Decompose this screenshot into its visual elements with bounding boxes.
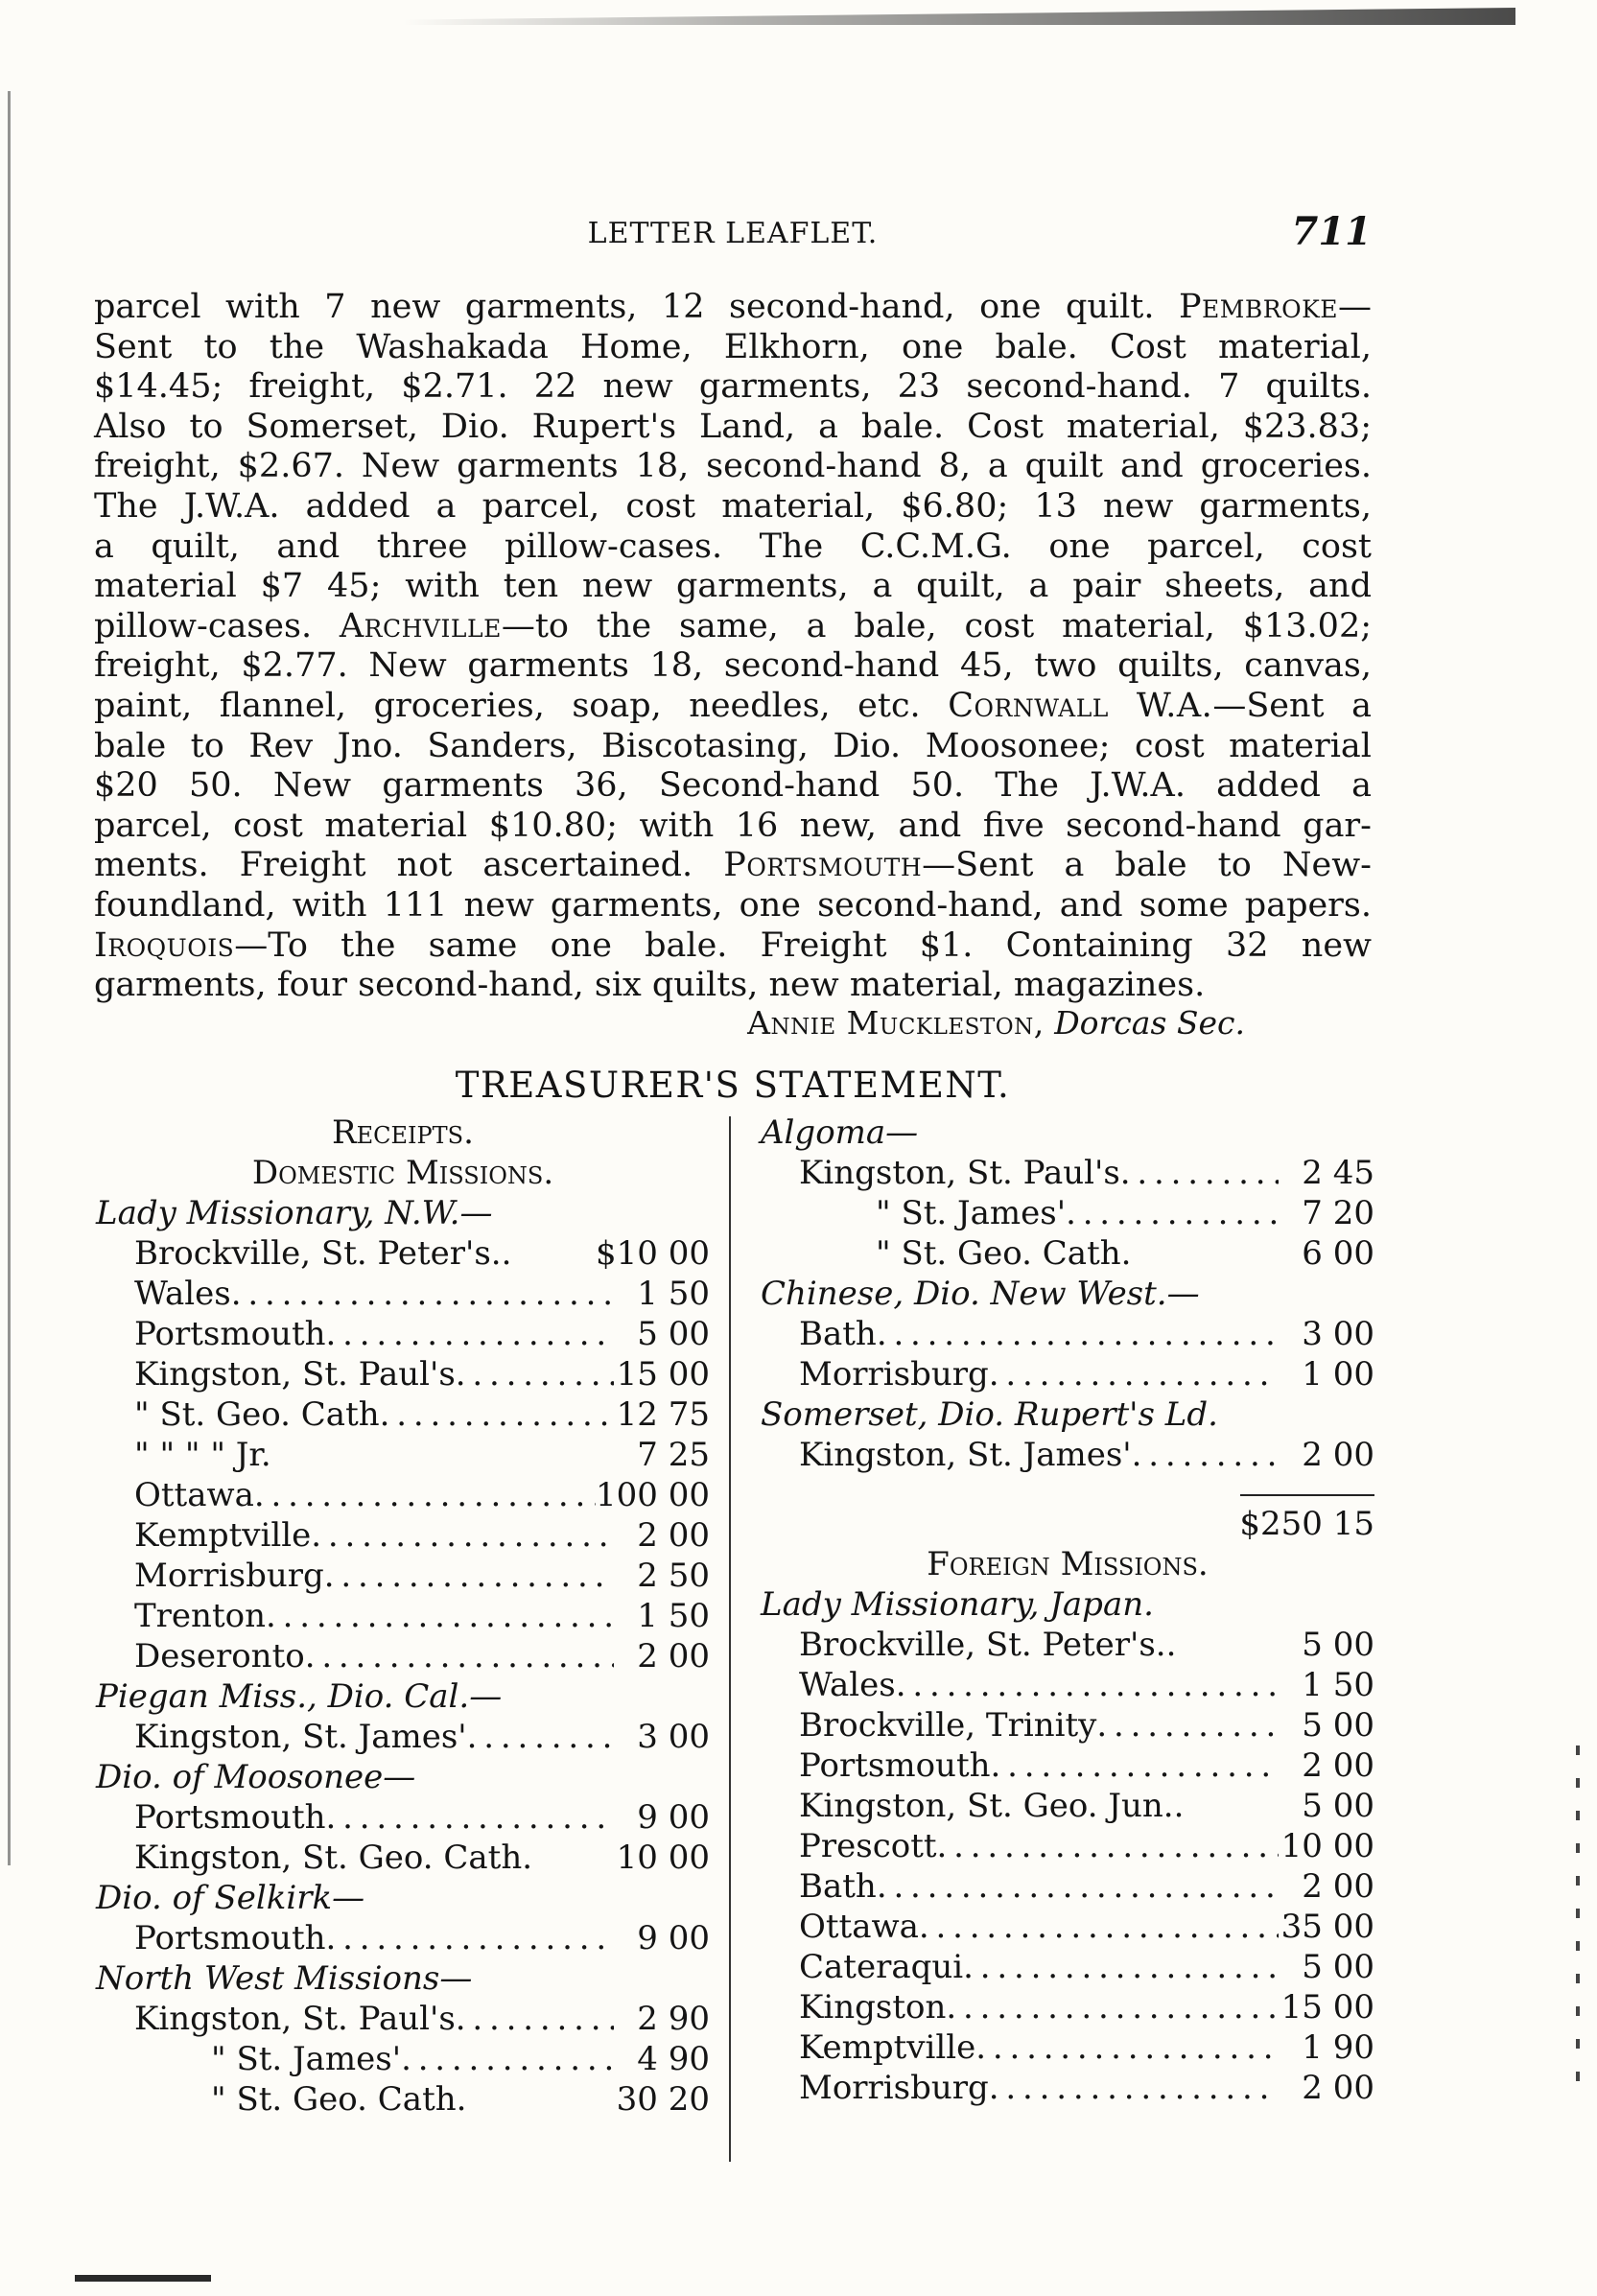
entry-name: Kingston, St. Paul's [799, 1154, 1120, 1192]
section-heading: Foreign Missions. [927, 1545, 1209, 1583]
leader-dots [266, 1596, 614, 1636]
text-line: ments. Freight not ascertained. Portsmouth—Sent a bale to New- [94, 846, 1373, 885]
receipt-entry [96, 1596, 710, 1636]
receipt-entry [96, 1838, 710, 1878]
entry-amount: 9 00 [637, 1919, 710, 1957]
receipt-entry [761, 1233, 1374, 1274]
section-heading: Domestic Missions. [251, 1154, 554, 1192]
entry-amount: 1 50 [637, 1597, 710, 1635]
receipt-entry [96, 2039, 710, 2079]
receipts-left-column [96, 1113, 710, 2120]
text-line: parcel, cost material $10.80; with 16 new, and five second-hand gar- [94, 806, 1372, 845]
entry-amount: 2 00 [1302, 1746, 1374, 1785]
entry-name: Trenton [134, 1597, 266, 1635]
entry-amount: 5 00 [1302, 1787, 1374, 1825]
receipt-entry [761, 1907, 1374, 1947]
entry-name: Kemptville [799, 2028, 976, 2067]
leader-dots [937, 1826, 1279, 1866]
scan-mark-bottom [75, 2275, 211, 2282]
entry-name: Morrisburg [799, 1355, 989, 1394]
entry-amount: 1 50 [1302, 1666, 1374, 1704]
entry-name: Ottawa [799, 1908, 919, 1946]
receipt-entry [96, 1918, 710, 1958]
leader-dots [896, 1665, 1279, 1705]
entry-amount: 1 00 [1302, 1355, 1374, 1394]
receipt-entry [761, 1665, 1374, 1705]
entry-name: Kingston, St. Geo. Cath. [134, 1839, 533, 1877]
receipt-entry [761, 2068, 1374, 2108]
receipt-entry [96, 1717, 710, 1757]
receipt-entry [761, 1826, 1374, 1866]
entry-amount: 5 00 [637, 1315, 710, 1353]
text-line: $20 50. New garments 36, Second-hand 50. The J.W.A. added a [94, 766, 1372, 806]
entry-name: " St. James' [876, 1194, 1067, 1232]
receipt-entry [761, 1866, 1374, 1907]
entry-amount: 5 00 [1302, 1948, 1374, 1986]
entry-amount: 7 20 [1302, 1194, 1374, 1232]
text-line: The J.W.A. added a parcel, cost material, $6.80; 13 new garments, [94, 486, 1372, 526]
entry-name: Kingston, St. James' [134, 1718, 467, 1756]
leader-dots [1096, 1705, 1279, 1745]
leader-dots [991, 1745, 1279, 1786]
receipt-entry [761, 1193, 1374, 1233]
entry-name: Portsmouth [134, 1315, 326, 1353]
fund-heading: Dio. of Moosonee— [96, 1758, 416, 1796]
signature-name: Annie Muckleston, [747, 1004, 1045, 1042]
text-line: foundland, with 111 new garments, one second-hand, and some papers. [94, 885, 1372, 925]
text-line: Sent to the Washakada Home, Elkhorn, one bale. Cost material, [94, 327, 1372, 366]
place-name: Cornwall W.A. [948, 686, 1213, 725]
receipt-entry [761, 1153, 1374, 1193]
entry-amount: 12 75 [616, 1395, 710, 1434]
place-name: Pembroke [1178, 288, 1338, 326]
fund-heading: Piegan Miss., Dio. Cal.— [96, 1677, 503, 1716]
text-line: pillow-cases. Archville—to the same, a bale, cost material, $13.02; [94, 606, 1372, 645]
entry-name: Ottawa [134, 1476, 254, 1514]
leader-dots [963, 1947, 1279, 1987]
section-heading: Receipts. [332, 1113, 474, 1152]
scan-edge-right [1576, 1745, 1580, 2091]
entry-amount: 2 00 [1302, 1436, 1374, 1474]
entry-amount: 35 00 [1280, 1908, 1374, 1946]
entry-amount: 3 00 [1302, 1315, 1374, 1353]
leader-dots [989, 1354, 1279, 1394]
entry-name: Brockville, St. Peter's.. [134, 1234, 512, 1273]
statement-title: TREASURER'S STATEMENT. [455, 1065, 1011, 1106]
entry-name: Wales [799, 1666, 896, 1704]
receipts-right-column [761, 1113, 1374, 2108]
leader-dots [380, 1394, 614, 1435]
scan-edge-left [8, 91, 11, 1865]
leader-dots [877, 1866, 1279, 1907]
scan-edge-top [403, 8, 1515, 25]
leader-dots [1066, 1193, 1279, 1233]
entry-amount: 15 00 [616, 1355, 710, 1394]
receipt-entry [96, 1354, 710, 1394]
place-name: Archville [339, 606, 502, 645]
entry-amount: $10 00 [596, 1234, 710, 1273]
entry-name: Portsmouth [134, 1919, 326, 1957]
text-line: a quilt, and three pillow-cases. The C.C.M.G. one parcel, cost [94, 527, 1372, 566]
text-line: freight, $2.77. New garments 18, second-hand 45, two quilts, canvas, [94, 646, 1372, 686]
entry-amount: 1 90 [1302, 2028, 1374, 2067]
leader-dots [324, 1556, 614, 1596]
fund-heading: Lady Missionary, Japan. [761, 1585, 1154, 1624]
leader-dots [326, 1797, 614, 1838]
entry-name: Bath [799, 1315, 877, 1353]
leader-dots [456, 1999, 614, 2039]
leader-dots [919, 1907, 1279, 1947]
entry-name: Prescott [799, 1827, 937, 1865]
column-divider [729, 1116, 731, 2162]
entry-name: Cateraqui [799, 1948, 964, 1986]
entry-amount: 30 20 [616, 2080, 710, 2119]
text-line: $14.45; freight, $2.71. 22 new garments, 23 second-hand. 7 quilts. [94, 367, 1372, 407]
text-line: parcel with 7 new garments, 12 second-hand, one quilt. Pembroke— [94, 288, 1372, 326]
receipt-entry [761, 1705, 1374, 1745]
text-line: Iroquois—To the same one bale. Freight $1. Containing 32 new [94, 925, 1372, 965]
subtotal: $250 15 [1239, 1505, 1374, 1543]
entry-name: Morrisburg [134, 1557, 324, 1595]
leader-dots [231, 1274, 614, 1314]
receipt-entry [96, 1999, 710, 2039]
entry-amount: 15 00 [1280, 1988, 1374, 2027]
entry-amount: 10 00 [616, 1839, 710, 1877]
leader-dots [1120, 1153, 1279, 1193]
receipt-entry [761, 2027, 1374, 2068]
fund-heading: North West Missions— [96, 1959, 473, 1998]
text-line: bale to Rev Jno. Sanders, Biscotasing, Dio. Moosonee; cost material [94, 726, 1372, 765]
entry-amount: 6 00 [1302, 1234, 1374, 1273]
leader-dots [326, 1314, 614, 1354]
text-line: paint, flannel, groceries, soap, needles, etc. Cornwall W.A.—Sent a [94, 686, 1372, 725]
receipt-entry [96, 1797, 710, 1838]
entry-name: Wales [134, 1275, 231, 1313]
entry-name: Kingston [799, 1988, 947, 2027]
fund-heading: Lady Missionary, N.W.— [96, 1194, 493, 1232]
text-line: garments, four second-hand, six quilts, new material, magazines. [94, 966, 1206, 1005]
entry-name: " St. Geo. Cath. [876, 1234, 1132, 1273]
receipt-entry [96, 2079, 710, 2120]
entry-name: Brockville, St. Peter's.. [799, 1626, 1177, 1664]
running-title: LETTER LEAFLET. [587, 217, 879, 250]
leader-dots [305, 1636, 614, 1676]
entry-name: Kingston, St. Paul's [134, 1355, 456, 1394]
entry-name: Morrisburg [799, 2069, 989, 2107]
entry-name: " St. Geo. Cath. [211, 2080, 467, 2119]
entry-amount: 3 00 [637, 1718, 710, 1756]
receipt-entry [96, 1556, 710, 1596]
entry-name: Kemptville [134, 1516, 312, 1555]
leader-dots [401, 2039, 614, 2079]
fund-heading: Algoma— [761, 1113, 919, 1152]
entry-amount: 9 00 [637, 1798, 710, 1837]
entry-amount: 2 00 [637, 1637, 710, 1675]
entry-amount: 1 50 [637, 1275, 710, 1313]
place-name: Iroquois [94, 925, 235, 965]
fund-heading: Chinese, Dio. New West.— [761, 1275, 1200, 1313]
receipt-entry [761, 1314, 1374, 1354]
entry-amount: 2 90 [637, 2000, 710, 2038]
entry-name: " " " " Jr. [134, 1436, 271, 1474]
receipt-entry [96, 1435, 710, 1475]
receipt-entry [96, 1314, 710, 1354]
entry-amount: 7 25 [637, 1436, 710, 1474]
receipt-entry [96, 1233, 710, 1274]
dorcas-report-paragraph [94, 288, 1372, 1006]
leader-dots [877, 1314, 1279, 1354]
receipt-entry [761, 1987, 1374, 2027]
entry-name: Kingston, St. Paul's [134, 2000, 456, 2038]
receipt-entry [761, 1435, 1374, 1475]
fund-heading: Somerset, Dio. Rupert's Ld. [761, 1395, 1218, 1434]
receipt-entry [761, 1745, 1374, 1786]
total-rule [761, 1475, 1374, 1504]
receipt-entry [96, 1274, 710, 1314]
entry-name: Brockville, Trinity [799, 1706, 1097, 1745]
leader-dots [467, 1717, 614, 1757]
receipt-entry [96, 1475, 710, 1515]
entry-amount: 2 00 [1302, 2069, 1374, 2107]
text-line: Also to Somerset, Dio. Rupert's Land, a bale. Cost material, $23.83; [94, 407, 1372, 446]
fund-heading: Dio. of Selkirk— [96, 1879, 365, 1917]
receipt-entry [761, 1625, 1374, 1665]
entry-name: Bath [799, 1867, 877, 1906]
entry-amount: 10 00 [1280, 1827, 1374, 1865]
entry-amount: 2 00 [1302, 1867, 1374, 1906]
page-number: 711 [1291, 209, 1372, 254]
entry-amount: 2 45 [1302, 1154, 1374, 1192]
leader-dots [1132, 1435, 1279, 1475]
leader-dots [254, 1475, 596, 1515]
leader-dots [946, 1987, 1279, 2027]
entry-name: Kingston, St. James' [799, 1436, 1132, 1474]
entry-amount: 5 00 [1302, 1626, 1374, 1664]
entry-amount: 100 00 [596, 1476, 710, 1514]
text-line: material $7 45; with ten new garments, a quilt, a pair sheets, and [94, 567, 1372, 606]
leader-dots [326, 1918, 614, 1958]
entry-amount: 2 50 [637, 1557, 710, 1595]
entry-amount: 2 00 [637, 1516, 710, 1555]
place-name: Portsmouth [723, 846, 923, 885]
page-header [94, 209, 1372, 267]
entry-amount: 5 00 [1302, 1706, 1374, 1745]
leader-dots [311, 1515, 614, 1556]
signature [94, 1004, 1245, 1043]
entry-name: " St. James' [211, 2040, 402, 2078]
entry-name: Portsmouth [134, 1798, 326, 1837]
text-line: freight, $2.67. New garments 18, second-hand 8, a quilt and groceries. [94, 447, 1372, 486]
entry-name: Kingston, St. Geo. Jun.. [799, 1787, 1185, 1825]
leader-dots [989, 2068, 1279, 2108]
receipt-entry [761, 1947, 1374, 1987]
leader-dots [975, 2027, 1279, 2068]
signature-role: Dorcas Sec. [1054, 1004, 1245, 1042]
receipt-entry [96, 1636, 710, 1676]
receipt-entry [761, 1786, 1374, 1826]
receipt-entry [96, 1394, 710, 1435]
entry-name: Deseronto [134, 1637, 305, 1675]
leader-dots [456, 1354, 614, 1394]
entry-name: " St. Geo. Cath [134, 1395, 380, 1434]
entry-name: Portsmouth [799, 1746, 991, 1785]
receipt-entry [96, 1515, 710, 1556]
entry-amount: 4 90 [637, 2040, 710, 2078]
receipt-entry [761, 1354, 1374, 1394]
